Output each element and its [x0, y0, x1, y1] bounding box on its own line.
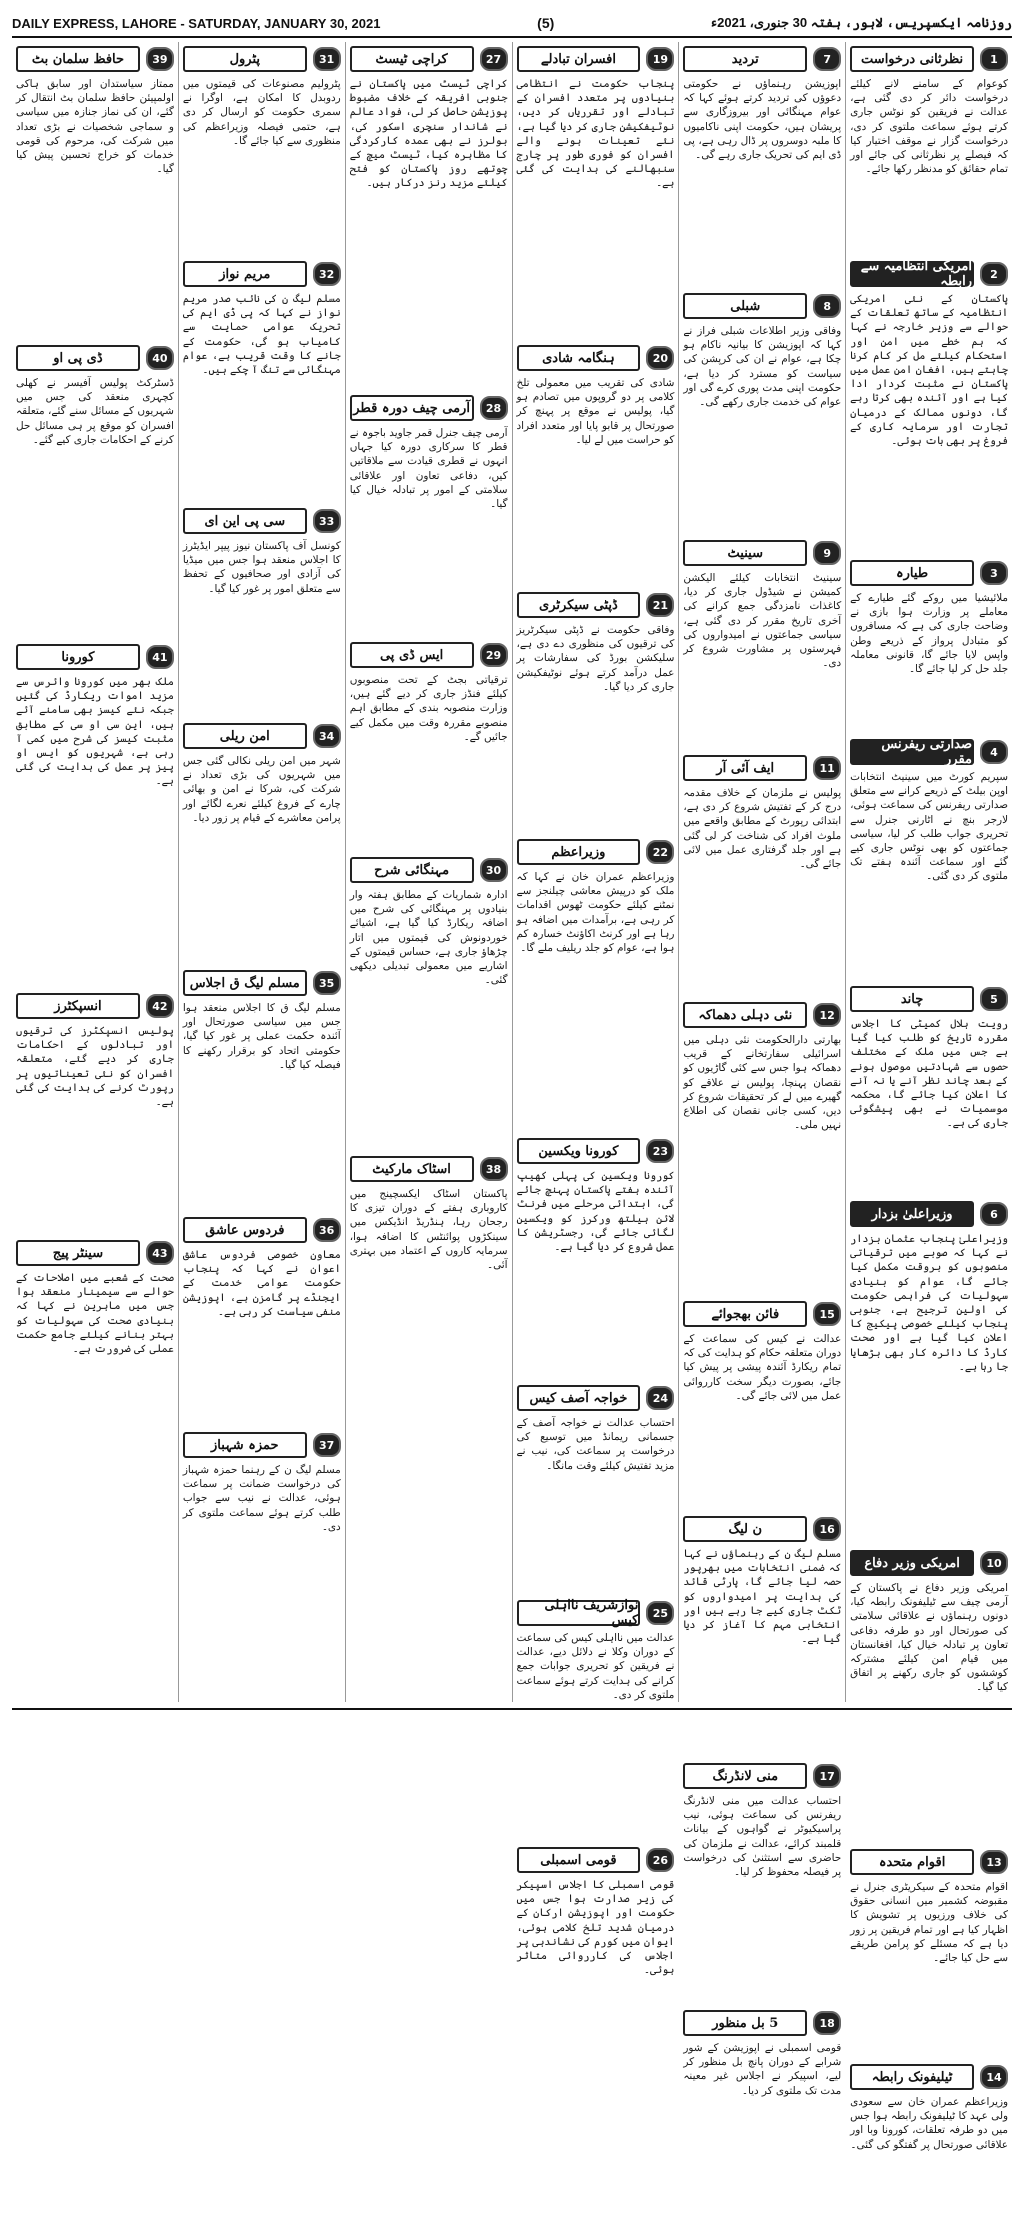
news-story [517, 345, 675, 584]
story-heading-bar [683, 1516, 841, 1542]
story-headline: نوازشریف نااہلی کیس [517, 1600, 641, 1626]
story-heading-bar [350, 395, 508, 421]
story-body: اقوام متحدہ کے سیکریٹری جنرل نے مقبوضہ کشمیر میں انسانی حقوق کی خلاف ورزیوں پر تشویش کا اظہار کیا ہے اور تمام فریقین پر زور دیا ہے کہ مسئلے کو پرامن طریقے سے حل کیا جائے۔ [850, 1881, 1008, 1965]
story-heading-bar [517, 1847, 675, 1873]
story-number-badge: 3 [980, 561, 1008, 585]
news-story [183, 261, 341, 500]
story-headline: سینٹر پیج [16, 1240, 140, 1266]
story-heading-bar [517, 1385, 675, 1411]
news-story [517, 1385, 675, 1592]
story-headline: امریکی انتظامیہ سے رابطہ [850, 261, 974, 287]
story-heading-bar [850, 46, 1008, 72]
news-story [850, 1201, 1008, 1542]
story-number-badge: 21 [646, 593, 674, 617]
story-number-badge: 6 [980, 1202, 1008, 1226]
story-number-badge: 17 [813, 1764, 841, 1788]
story-headline: حمزہ شہباز [183, 1432, 307, 1458]
news-column [12, 42, 178, 1702]
story-heading-bar [517, 1138, 675, 1164]
story-body: پولیس انسپکٹرز کی ترقیوں اور تبادلوں کے احکامات جاری کر دیے گئے، متعلقہ افسران کو نئی تعیناتیوں پر رپورٹ کرنے کی ہدایت کی گئی ہے۔ [16, 1025, 174, 1109]
story-number-badge: 12 [813, 1003, 841, 1027]
story-body: ترقیاتی بجٹ کے تحت منصوبوں کیلئے فنڈز جاری کر دیے گئے ہیں، وزارت منصوبہ بندی کے مطابق اہم منصوبے مقررہ وقت میں مکمل کیے جائیں گے۔ [349, 674, 508, 743]
news-story [517, 592, 675, 831]
news-story [16, 345, 174, 636]
story-number-badge: 15 [813, 1302, 841, 1326]
story-body: وفاقی وزیر اطلاعات شبلی فراز نے کہا کہ اپوزیشن کا بیانیہ ناکام ہو چکا ہے، عوام نے ان کی کرپشن کی سیاست کو مسترد کر دیا ہے، حکومت اپنی مدت پوری کرے گی اور عوام کی خدمت جاری رکھے گی۔ [683, 325, 842, 409]
story-heading-bar [183, 1432, 341, 1458]
story-heading-bar [183, 508, 341, 534]
story-number-badge: 41 [146, 645, 174, 669]
story-headline: اقوام متحدہ [850, 1849, 974, 1875]
story-number-badge: 32 [313, 262, 341, 286]
story-body: ملک بھر میں کورونا وائرس سے مزید اموات ریکارڈ کی گئیں جبکہ نئے کیسز بھی سامنے آئے ہیں، این سی او سی کے مطابق مثبت کیسز کی شرح میں کمی آ رہی ہے، شہریوں کو ایس او پیز پر عمل کی ہدایت کی گئی ہے۔ [16, 676, 174, 788]
news-story [350, 395, 508, 634]
story-headline: سی پی این ای [183, 508, 307, 534]
story-number-badge: 40 [146, 346, 174, 370]
story-heading-bar [350, 857, 508, 883]
story-heading-bar [183, 723, 341, 749]
story-body: سینیٹ انتخابات کیلئے الیکشن کمیشن نے شیڈول جاری کر دیا، کاغذات نامزدگی جمع کرانے کی آخری تاریخ مقرر کر دی گئی ہے، سیاسی جماعتوں نے امیدواروں کی فہرستوں پر مشاورت شروع کر دی۔ [683, 572, 842, 670]
story-number-badge: 20 [646, 346, 674, 370]
story-headline: چاند [850, 986, 974, 1012]
story-number-badge: 28 [480, 396, 508, 420]
news-story [850, 2064, 1008, 2235]
news-story [183, 46, 341, 253]
news-story [683, 293, 841, 532]
story-number-badge: 34 [313, 724, 341, 748]
story-number-badge: 27 [480, 47, 508, 71]
story-headline: وزیراعلیٰ بزدار [850, 1201, 974, 1227]
news-story [517, 46, 675, 337]
news-story [16, 644, 174, 985]
news-story [850, 1849, 1008, 2056]
story-headline: شبلی [683, 293, 807, 319]
story-heading-bar [683, 1002, 841, 1028]
story-body: پٹرولیم مصنوعات کی قیمتوں میں ردوبدل کا امکان ہے، اوگرا نے سمری حکومت کو ارسال کر دی ہے، حتمی فیصلہ وزیراعظم کی منظوری سے کیا جائے گا۔ [182, 78, 341, 147]
story-headline: امن ریلی [183, 723, 307, 749]
story-body: پنجاب حکومت نے انتظامی بنیادوں پر متعدد افسران کے تبادلے اور تقرریاں کر دیں، نوٹیفکیشن جاری کر دیا گیا ہے، نئے تعینات ہونے والے افسران کو فوری طور پر چارج سنبھالنے کی ہدایت کی گئی ہے۔ [516, 78, 675, 190]
story-body: مسلم لیگ ن کے رہنما حمزہ شہباز کی درخواست ضمانت پر سماعت ہوئی، عدالت نے نیب سے جواب طلب کرتے ہوئے سماعت ملتوی کر دی۔ [182, 1464, 341, 1533]
story-body: پولیس نے ملزمان کے خلاف مقدمہ درج کر کے تفتیش شروع کر دی ہے، ابتدائی رپورٹ کے مطابق واقعے میں ملوث افراد کی شناخت کر لی گئی ہے اور جلد گرفتاری عمل میں لائی جائے گی۔ [683, 787, 842, 871]
story-number-badge: 9 [813, 541, 841, 565]
story-body: عدالت نے کیس کی سماعت کے دوران متعلقہ حکام کو ہدایت کی کہ تمام ریکارڈ آئندہ پیشی پر پیش کیا جائے، بصورت دیگر سخت کارروائی عمل میں لائی جائے گی۔ [683, 1333, 842, 1402]
story-headline: ڈی پی او [16, 345, 140, 371]
story-body: مسلم لیگ ن کے رہنماؤں نے کہا کہ ضمنی انتخابات میں بھرپور حصہ لیا جائے گا، پارٹی قائد کی ہدایت پر امیدواروں کو ٹکٹ جاری کیے جا رہے ہیں اور انتخابی مہم کا آغاز کر دیا گیا ہے۔ [683, 1548, 842, 1646]
story-body: ممتاز سیاستدان اور سابق ہاکی اولمپیئن حافظ سلمان بٹ انتقال کر گئے، ان کی نماز جنازہ میں سیاسی و سماجی شخصیات نے بڑی تعداد میں شرکت کی، مرحوم کی قومی خدمات کو خراج تحسین پیش کیا گیا۔ [16, 78, 174, 176]
story-body: معاون خصوصی فردوس عاشق اعوان نے کہا کہ پنجاب حکومت عوامی خدمت کے ایجنڈے پر گامزن ہے، اپوزیشن منفی سیاست کر رہی ہے۔ [182, 1249, 341, 1318]
story-body: وزیراعظم عمران خان سے سعودی ولی عہد کا ٹیلیفونک رابطہ ہوا جس میں دو طرفہ تعلقات، کورونا وبا اور علاقائی صورتحال پر گفتگو کی گئی۔ [850, 2096, 1008, 2151]
news-story [683, 1763, 841, 2002]
story-headline: طیارہ [850, 560, 974, 586]
story-number-badge: 19 [646, 47, 674, 71]
story-number-badge: 13 [980, 1850, 1008, 1874]
story-number-badge: 42 [146, 994, 174, 1018]
news-story [683, 46, 841, 285]
story-headline: آرمی چیف دورہ قطر [350, 395, 474, 421]
story-heading-bar [850, 560, 1008, 586]
story-heading-bar [683, 46, 841, 72]
story-headline: خواجہ آصف کیس [517, 1385, 641, 1411]
news-story [183, 723, 341, 962]
story-number-badge: 37 [313, 1433, 341, 1457]
story-body: کراچی ٹیسٹ میں پاکستان نے جنوبی افریقہ کے خلاف مضبوط پوزیشن حاصل کر لی، فواد عالم نے شاندار سنچری اسکور کی، بولرز نے بھی عمدہ کارکردگی کا مظاہرہ کیا، ٹیسٹ میچ کے چوتھے روز پاکستان کو فتح کیلئے مزید رنز درکار ہیں۔ [349, 78, 508, 190]
story-headline: امریکی وزیر دفاع [850, 1550, 974, 1576]
story-headline: فائن بھجوائے [683, 1301, 807, 1327]
story-heading-bar [850, 2064, 1008, 2090]
story-heading-bar [183, 970, 341, 996]
news-column [178, 42, 345, 1702]
story-heading-bar [517, 46, 675, 72]
story-headline: مریم نواز [183, 261, 307, 287]
story-headline: کورونا [16, 644, 140, 670]
story-heading-bar [350, 46, 508, 72]
story-heading-bar [850, 986, 1008, 1012]
story-heading-bar [683, 755, 841, 781]
news-story [350, 642, 508, 849]
masthead-urdu-dateline: روزنامہ ایکسپریس، لاہور، ہفتہ 30 جنوری، 2021ء [711, 15, 1012, 30]
story-headline: انسپکٹرز [16, 993, 140, 1019]
story-heading-bar [350, 1156, 508, 1182]
story-number-badge: 26 [646, 1848, 674, 1872]
story-headline: صدارتی ریفرنس مقرر [850, 739, 974, 765]
story-number-badge: 30 [480, 858, 508, 882]
news-story [16, 1240, 174, 1531]
story-number-badge: 38 [480, 1157, 508, 1181]
news-columns [12, 42, 1012, 2151]
news-story [517, 1138, 675, 1377]
news-story [850, 986, 1008, 1193]
story-body: مسلم لیگ ق کا اجلاس منعقد ہوا جس میں سیاسی صورتحال اور آئندہ حکمت عملی پر غور کیا گیا، حکومتی اتحاد کو برقرار رکھنے کا فیصلہ کیا گیا۔ [182, 1002, 341, 1071]
news-story [850, 739, 1008, 978]
story-body: صحت کے شعبے میں اصلاحات کے حوالے سے سیمینار منعقد ہوا جس میں ماہرین نے کہا کہ بنیادی صحت کی سہولیات کو بہتر بنانے کیلئے جامع حکمت عملی کی ضرورت ہے۔ [16, 1272, 174, 1356]
story-headline: اسٹاک مارکیٹ [350, 1156, 474, 1182]
news-story [183, 1217, 341, 1424]
story-heading-bar [183, 1217, 341, 1243]
story-body: شہر میں امن ریلی نکالی گئی جس میں شہریوں کی بڑی تعداد نے شرکت کی، شرکا نے امن و بھائی چارے کے فروغ کیلئے نعرے لگائے اور پرامن معاشرے کے قیام پر زور دیا۔ [182, 755, 341, 824]
story-body: رویت ہلال کمیٹی کا اجلاس مقررہ تاریخ کو طلب کیا گیا ہے جس میں ملک کے مختلف حصوں سے شہادتیں موصول ہونے کے بعد چاند نظر آنے یا نہ آنے کا اعلان کیا جائے گا، محکمہ موسمیات نے بھی پیشگوئی جاری کی ہے۔ [850, 1018, 1008, 1130]
story-heading-bar [683, 293, 841, 319]
story-heading-bar [183, 46, 341, 72]
story-headline: افسران تبادلے [517, 46, 641, 72]
story-heading-bar [517, 1600, 675, 1626]
story-heading-bar [16, 345, 174, 371]
masthead [12, 10, 1012, 38]
news-column [845, 42, 1012, 2151]
news-story [850, 46, 1008, 253]
story-body: پاکستان اسٹاک ایکسچینج میں کاروباری ہفتے کے دوران تیزی کا رجحان رہا، ہنڈریڈ انڈیکس میں سینکڑوں پوائنٹس کا اضافہ ہوا، سرمایہ کاروں کے اعتماد میں بہتری آئی۔ [349, 1188, 508, 1272]
news-story [683, 540, 841, 747]
story-headline: تردید [683, 46, 807, 72]
news-story [683, 1516, 841, 1755]
story-body: بھارتی دارالحکومت نئی دہلی میں اسرائیلی سفارتخانے کے قریب دھماکہ ہوا جس سے کئی گاڑیوں کو نقصان پہنچا، پولیس نے علاقے کو گھیرے میں لے کر تحقیقات شروع کر دیں، کسی جانی نقصان کی اطلاع نہیں ملی۔ [683, 1034, 842, 1132]
story-body: آرمی چیف جنرل قمر جاوید باجوہ نے قطر کا سرکاری دورہ کیا جہاں انہوں نے قطری قیادت سے ملاقاتیں کیں، دفاعی تعاون اور علاقائی سلامتی کے امور پر تبادلہ خیال کیا گیا۔ [349, 427, 508, 511]
news-story [16, 46, 174, 337]
story-heading-bar [16, 644, 174, 670]
story-number-badge: 7 [813, 47, 841, 71]
story-heading-bar [350, 642, 508, 668]
story-body: احتساب عدالت میں منی لانڈرنگ ریفرنس کی سماعت ہوئی، نیب پراسیکیوٹر نے گواہوں کے بیانات قلمبند کرائے، عدالت نے ملزمان کی حاضری سے استثنیٰ کی درخواست پر فیصلہ محفوظ کر لیا۔ [683, 1795, 842, 1879]
story-body: سپریم کورٹ میں سینیٹ انتخابات اوپن بیلٹ کے ذریعے کرانے سے متعلق صدارتی ریفرنس کی سماعت ہوئی، لارجر بنچ نے اٹارنی جنرل سے تحریری جواب طلب کر لیا، سیاسی جماعتوں کو بھی نوٹس جاری کیے گئے اور سماعت آئندہ ہفتے تک ملتوی کر دی گئی۔ [850, 771, 1008, 883]
story-heading-bar [517, 839, 675, 865]
story-number-badge: 10 [980, 1551, 1008, 1575]
story-body: امریکی وزیر دفاع نے پاکستان کے آرمی چیف سے ٹیلیفونک رابطہ کیا، دونوں رہنماؤں نے علاقائی سلامتی کی صورتحال اور دو طرفہ دفاعی تعاون پر تبادلہ خیال کیا، افغانستان میں قیام امن کیلئے مشترکہ کوششوں کو جاری رکھنے پر اتفاق کیا گیا۔ [850, 1582, 1008, 1694]
news-story [517, 839, 675, 1130]
story-body: قومی اسمبلی کا اجلاس اسپیکر کی زیر صدارت ہوا جس میں حکومت اور اپوزیشن ارکان کے درمیان شدید تلخ کلامی ہوئی، ایوان میں کورم کی نشاندہی پر اجلاس کی کارروائی متاثر ہوئی۔ [516, 1879, 675, 1977]
story-number-badge: 11 [813, 756, 841, 780]
page-number: (5) [537, 15, 555, 31]
story-body: ادارہ شماریات کے مطابق ہفتہ وار بنیادوں پر مہنگائی کی شرح میں اضافہ ریکارڈ کیا گیا ہے، اشیائے خوردونوش کی قیمتوں میں اتار چڑھاؤ جاری ہے، حساس قیمتوں کے اشاریے میں معمولی تبدیلی دیکھی گئی۔ [349, 889, 508, 987]
news-story [683, 1301, 841, 1508]
story-number-badge: 18 [813, 2011, 841, 2035]
story-heading-bar [683, 540, 841, 566]
story-body: ملائیشیا میں روکے گئے طیارے کے معاملے پر وزارت ہوا بازی نے وضاحت جاری کی ہے کہ مسافروں کو متبادل پرواز کے ذریعے وطن واپس لایا جائے گا، قانونی معاملہ جلد حل کر لیا جائے گا۔ [850, 592, 1008, 676]
news-column [345, 42, 512, 1702]
story-headline: نظرثانی درخواست [850, 46, 974, 72]
story-heading-bar [517, 345, 675, 371]
news-story [517, 1600, 675, 1839]
story-body: قومی اسمبلی نے اپوزیشن کے شور شرابے کے دوران پانچ بل منظور کر لیے، اسپیکر نے اجلاس غیر معینہ مدت تک ملتوی کر دیا۔ [683, 2042, 842, 2097]
story-heading-bar [683, 1301, 841, 1327]
story-heading-bar [16, 1240, 174, 1266]
story-body: مسلم لیگ ن کی نائب صدر مریم نواز نے کہا کہ پی ڈی ایم کی تحریک عوامی حمایت سے کامیاب ہو گی، حکومت کے جانے کا وقت قریب ہے، عوام مہنگائی سے تنگ آ چکے ہیں۔ [182, 293, 341, 377]
story-number-badge: 1 [980, 47, 1008, 71]
story-headline: مہنگائی شرح [350, 857, 474, 883]
newspaper-page [12, 10, 1012, 2151]
story-number-badge: 5 [980, 987, 1008, 1011]
story-body: وزیراعلیٰ پنجاب عثمان بزدار نے کہا کہ صوبے میں ترقیاتی منصوبوں کو بروقت مکمل کیا جائے گا، عوام کو بنیادی سہولیات کی فراہمی حکومت کی اولین ترجیح ہے، جنوبی پنجاب کیلئے خصوصی پیکیج کا اعلان کیا گیا ہے اور صحت کارڈ کا دائرہ کار بھی بڑھایا جا رہا ہے۔ [850, 1233, 1008, 1373]
story-headline: ڈپٹی سیکرٹری [517, 592, 641, 618]
story-number-badge: 43 [146, 1241, 174, 1265]
news-story [850, 560, 1008, 731]
story-number-badge: 31 [313, 47, 341, 71]
story-heading-bar [183, 261, 341, 287]
story-number-badge: 8 [813, 294, 841, 318]
story-number-badge: 39 [146, 47, 174, 71]
story-heading-bar [850, 261, 1008, 287]
news-story [350, 857, 508, 1148]
story-number-badge: 4 [980, 740, 1008, 764]
story-headline: سینیٹ [683, 540, 807, 566]
footer-rule [12, 1708, 1012, 1710]
story-number-badge: 14 [980, 2065, 1008, 2089]
masthead-english-dateline: DAILY EXPRESS, LAHORE - SATURDAY, JANUARY 30, 2021 [12, 15, 381, 31]
story-number-badge: 2 [980, 262, 1008, 286]
story-heading-bar [850, 1550, 1008, 1576]
story-headline: ایس ڈی پی [350, 642, 474, 668]
story-headline: ٹیلیفونک رابطہ [850, 2064, 974, 2090]
story-body: کورونا ویکسین کی پہلی کھیپ آئندہ ہفتے پاکستان پہنچ جائے گی، ابتدائی مرحلے میں فرنٹ لائن ہیلتھ ورکرز کو ویکسین لگائی جائے گی، رجسٹریشن کا عمل شروع کر دیا گیا ہے۔ [516, 1170, 675, 1254]
story-body: وفاقی حکومت نے ڈپٹی سیکرٹریز کی ترقیوں کی منظوری دے دی ہے، سلیکشن بورڈ کی سفارشات پر عمل درآمد کرتے ہوئے نوٹیفکیشن جاری کر دیا گیا۔ [516, 624, 675, 693]
story-headline: کورونا ویکسین [517, 1138, 641, 1164]
story-body: کوعوام کے سامنے لانے کیلئے درخواست دائر کر دی گئی ہے، عدالت نے فریقین کو نوٹس جاری کرتے ہوئے سماعت ملتوی کر دی، درخواست گزار نے موقف اختیار کیا کہ فیصلے پر نظرثانی کی جائے اور تمام حقائق کو مدنظر رکھا جائے۔ [850, 78, 1008, 176]
story-heading-bar [850, 1849, 1008, 1875]
story-heading-bar [683, 1763, 841, 1789]
story-headline: قومی اسمبلی [517, 1847, 641, 1873]
news-story [683, 2010, 841, 2217]
news-column [512, 42, 679, 1977]
news-story [183, 970, 341, 1209]
story-body: پاکستان کے نئی امریکی انتظامیہ کے ساتھ تعلقات کے حوالے سے وزیر خارجہ نے کہا کہ ہم خطے میں امن اور استحکام کیلئے مل کر کام کرنا چاہتے ہیں، افغان امن عمل میں پاکستان نے مثبت کردار ادا کیا ہے اور آئندہ بھی کرتا رہے گا، دونوں ممالک کے درمیان تجارت اور سرمایہ کاری کے فروغ پر بھی بات ہوئی۔ [850, 293, 1008, 448]
news-story [350, 46, 508, 387]
story-heading-bar [683, 2010, 841, 2036]
story-headline: پٹرول [183, 46, 307, 72]
story-body: کونسل آف پاکستان نیوز پیپر ایڈیٹرز کا اجلاس منعقد ہوا جس میں میڈیا کی آزادی اور صحافیوں کے تحفظ سے متعلق امور پر غور کیا گیا۔ [182, 540, 341, 595]
story-number-badge: 22 [646, 840, 674, 864]
story-heading-bar [517, 592, 675, 618]
story-headline: نئی دہلی دھماکہ [683, 1002, 807, 1028]
story-headline: وزیراعظم [517, 839, 641, 865]
story-number-badge: 24 [646, 1386, 674, 1410]
story-number-badge: 36 [313, 1218, 341, 1242]
story-number-badge: 35 [313, 971, 341, 995]
news-story [183, 508, 341, 715]
news-story [683, 1002, 841, 1293]
news-story [517, 1847, 675, 2138]
story-heading-bar [850, 739, 1008, 765]
story-body: احتساب عدالت نے خواجہ آصف کے جسمانی ریمانڈ میں توسیع کی درخواست پر سماعت کی، نیب نے مزید تفتیش کیلئے وقت مانگا۔ [516, 1417, 675, 1472]
story-number-badge: 16 [813, 1517, 841, 1541]
story-body: اپوزیشن رہنماؤں نے حکومتی دعوؤں کی تردید کرتے ہوئے کہا کہ عوام مہنگائی اور بیروزگاری سے پریشان ہیں، حکومت اپنی ناکامیوں کا ملبہ دوسروں پر ڈال رہی ہے، پی ڈی ایم کی تحریک جاری رہے گی۔ [683, 78, 842, 162]
news-story [16, 993, 174, 1232]
story-headline: حافظ سلمان بٹ [16, 46, 140, 72]
story-body: عدالت میں نااہلی کیس کی سماعت کے دوران وکلا نے دلائل دیے، عدالت نے فریقین کو تحریری جوابات جمع کرانے کی ہدایت کرتے ہوئے سماعت ملتوی کر دی۔ [516, 1632, 675, 1701]
news-story [850, 261, 1008, 552]
story-headline: ایف آئی آر [683, 755, 807, 781]
story-headline: مسلم لیگ ق اجلاس [183, 970, 307, 996]
story-headline: 5 بل منظور [683, 2010, 807, 2036]
story-number-badge: 29 [480, 643, 508, 667]
story-number-badge: 25 [646, 1601, 674, 1625]
story-headline: منی لانڈرنگ [683, 1763, 807, 1789]
story-headline: کراچی ٹیسٹ [350, 46, 474, 72]
news-story [350, 1156, 508, 1395]
news-story [683, 755, 841, 994]
story-headline: ہنگامہ شادی [517, 345, 641, 371]
story-number-badge: 33 [313, 509, 341, 533]
story-heading-bar [16, 993, 174, 1019]
story-body: شادی کی تقریب میں معمولی تلخ کلامی پر دو گروپوں میں تصادم ہو گیا، پولیس نے موقع پر پہنچ کر صورتحال پر قابو پایا اور متعدد افراد کو حراست میں لے لیا۔ [516, 377, 675, 446]
story-headline: فردوس عاشق [183, 1217, 307, 1243]
story-headline: ن لیگ [683, 1516, 807, 1542]
story-heading-bar [850, 1201, 1008, 1227]
story-number-badge: 23 [646, 1139, 674, 1163]
news-story [183, 1432, 341, 1671]
story-body: وزیراعظم عمران خان نے کہا کہ ملک کو درپیش معاشی چیلنجز سے نمٹنے کیلئے حکومت ٹھوس اقدامات کر رہی ہے، برآمدات میں اضافہ ہو رہا ہے اور کرنٹ اکاؤنٹ خسارہ کم ہوا ہے، عوام کو جلد ریلیف ملے گا۔ [516, 871, 675, 955]
story-heading-bar [16, 46, 174, 72]
news-column [678, 42, 845, 2097]
story-body: ڈسٹرکٹ پولیس آفیسر نے کھلی کچہری منعقد کی جس میں شہریوں کے مسائل سنے گئے، متعلقہ افسران کو موقع پر ہی مسائل حل کرنے کے احکامات جاری کیے گئے۔ [16, 377, 174, 446]
news-story [850, 1550, 1008, 1841]
